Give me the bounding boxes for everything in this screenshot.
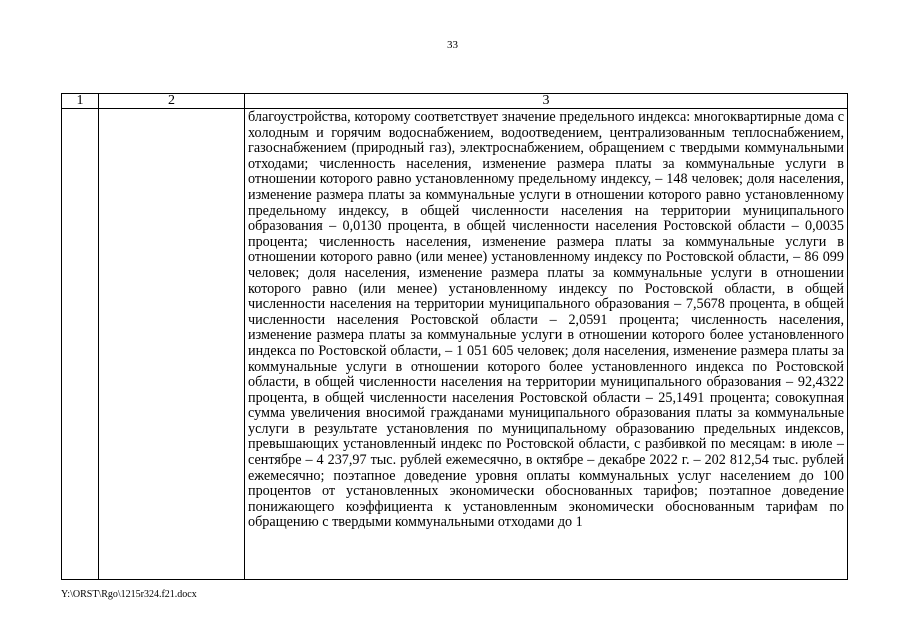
header-cell-3: 3	[245, 94, 848, 109]
table-header-row	[62, 94, 848, 109]
row-content-cell: благоустройства, которому соответствует значение предельного индекса: многоквартирные дома с холодным и горячим водоснабжением, водоотведением, централизованным теплоснабжением, газоснабжением (природный газ), электроснабжением, обращением с твердыми коммунальными отходами; численность населения, изменение размера платы за коммунальные услуги в отношении которого равно установленному предельному индексу, – 148 человек; доля населения, изменение размера платы за коммунальные услуги в отношении которого равно установленному предельному индексу, в общей численности населения на территории муниципального образования – 0,0130 процента, в общей численности населения Ростовской области – 0,0035 процента; численность населения, изменение размера платы за коммунальные услуги в отношении которого равно (или менее) установленному индексу по Ростовской области, – 86 099 человек; доля населения, изменение размера платы за коммунальные услуги в отношении которого равно (или менее) установленному индексу по Ростовской области, в общей численности населения на территории муниципального образования – 7,5678 процента, в общей численности населения Ростовской области – 2,0591 процента; численность населения, изменение размера платы за коммунальные услуги в отношении которого более установленного индекса по Ростовской области, – 1 051 605 человек; доля населения, изменение размера платы за коммунальные услуги в отношении которого более установленного индекса по Ростовской области, в общей численности населения на территории муниципального образования – 92,4322 процента, в общей численности населения Ростовской области – 25,1491 процента; совокупная сумма увеличения вносимой гражданами муниципального образования платы за коммунальные услуги в результате установления по муниципальному образованию предельных индексов, превышающих установленный индекс по Ростовской области, с разбивкой по месяцам: в июле – сентябре – 4 237,97 тыс. рублей ежемесячно, в октябре – декабре 2022 г. – 202 812,54 тыс. рублей ежемесячно; поэтапное доведение уровня оплаты коммунальных услуг населением до 100 процентов от установленных экономически обоснованных тарифов; поэтапное доведение понижающего коэффициента к установленным экономически обоснованным тарифам по обращению с твердыми коммунальными отходами до 1	[245, 109, 848, 580]
row-cell-2	[99, 109, 245, 580]
row-cell-1	[62, 109, 99, 580]
table-row	[62, 109, 848, 580]
footer-file-path: Y:\ORST\Rgo\1215r324.f21.docx	[61, 589, 197, 600]
header-cell-2: 2	[99, 94, 245, 109]
header-cell-1: 1	[62, 94, 99, 109]
document-table	[61, 93, 848, 580]
page-number: 33	[447, 39, 458, 51]
